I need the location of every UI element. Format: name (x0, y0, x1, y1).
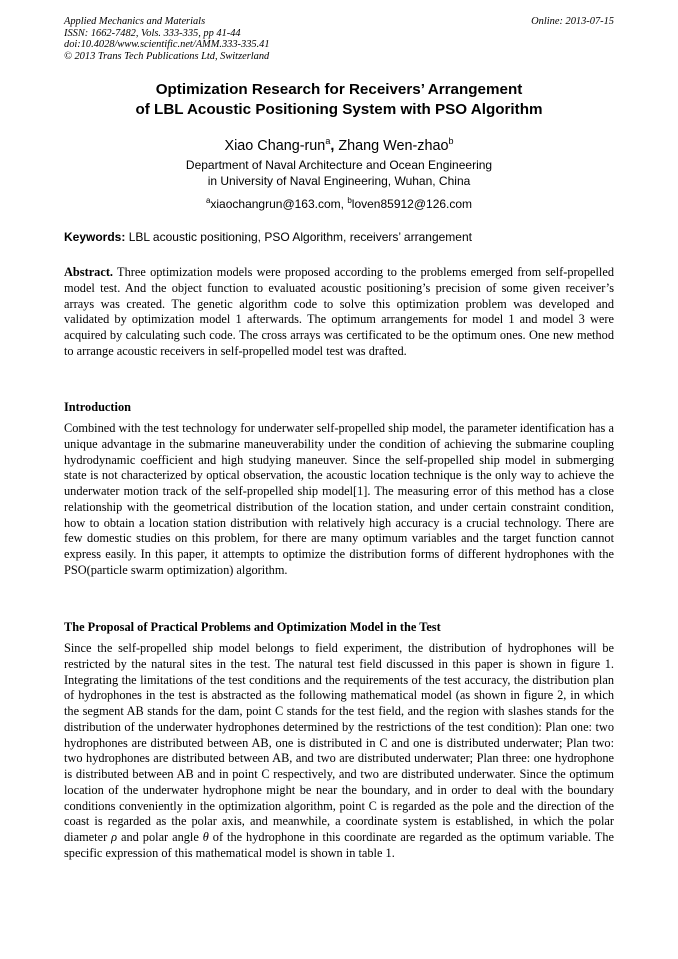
abstract-text: Three optimization models were proposed according to the problems emerged from self-propelled model test. And the object function to evaluated acoustic positioning’s precision of some given receiver’s arrays was created. The genetic algorithm code to solve this optimization problem was developed and validated by optimization model 1 afterwards. The optimum arrangements for model 1 and model 3 were acquired by calculating such code. The cross arrays was certificated to be the optimum ones. One new method to arrange acoustic receivers in self-propelled model test was drafted. (64, 265, 614, 358)
title-line-2: of LBL Acoustic Positioning System with PSO Algorithm (135, 100, 543, 118)
abstract-label: Abstract. (64, 265, 114, 279)
email-b-sup: b (347, 196, 352, 205)
affiliation-line-2: in University of Naval Engineering, Wuhan, China (207, 174, 471, 188)
email-a-sup: a (205, 196, 211, 205)
title-line-1: Optimization Research for Receivers’ Arrangement (155, 81, 523, 98)
theta-symbol: θ (202, 830, 209, 844)
introduction-heading: Introduction (64, 400, 131, 414)
author-1-sup: a (325, 136, 331, 146)
email-line (40, 193, 638, 212)
affiliation (40, 157, 638, 189)
proposal-text-1: Since the self-propelled ship model belongs to field experiment, the distribution of hydrophones will be restricted by the natural sites in the test. The natural test field discussed in this paper is shown in figure 1. Integrating the limitations of the test conditions and the requirements of the test accuracy, the distribution plan of hydrophones in the test is abstracted as the following mathematical model (as shown in figure 2, in which the segment AB stands for the dam, point C stands for the test field, and the region with slashes stands for the distribution of the underwater hydrophones determined by the restrictions of the test condition): Plan one: two hydrophones are distributed between AB, one is distributed in C and one is distributed underwater; Plan two: two hydrophones are distributed between AB, and two are distributed underwater; Plan three: one hydrophone is distributed between AB and in point C respectively, and two are distributed underwater. Since the optimum location of the underwater hydrophone might be near the boundary, and in order to deal with the boundary conditions conveniently in the optimization algorithm, point C is regarded as the pole and the direction of the coast is regarded as the polar axis, and meanwhile, a coordinate system is established, in which the polar diameter (64, 641, 614, 844)
author-1: Xiao Chang-run (224, 137, 326, 154)
proposal-text-3: of the hydrophone in this coordinate are regarded as the optimum variable. The specific expression of this mathematical model is shown in table 1. (64, 830, 614, 860)
rho-symbol: ρ (111, 830, 118, 844)
introduction-paragraph: Combined with the test technology for underwater self-propelled ship model, the parameter identification has a unique advantage in the submarine maneuverability under the condition of achieving the submarine coupling hydrodynamic coefficient and high studying maneuver. Since the self-propelled ship model in submerging state is not characterized by optical observation, the acoustic location technique is the only way to achieve the underwater motion track of the self-propelled ship model[1]. The measuring error of this method has a close relationship with the geometrical distribution of the location station, and under certain constraint condition, how to obtain a location station distribution with relatively high accuracy is a crucial technology. There are few domestic studies on this problem, for there are many optimum variables and the target function cannot express easily. In this paper, it attempts to optimize the distribution forms of different hydrophones with the PSO(particle swarm optimization) algorithm. (64, 421, 614, 577)
issn-line: ISSN: 1662-7482, Vols. 333-335, pp 41-44 (64, 27, 241, 39)
keywords-label: Keywords: (64, 230, 126, 244)
proposal-paragraph (64, 641, 614, 862)
author-2-sup: b (448, 136, 454, 146)
doi-line: doi:10.4028/www.scientific.net/AMM.333-335.41 (64, 39, 270, 50)
online-date: Online: 2013-07-15 (531, 16, 614, 27)
proposal-text-2: and polar angle (117, 830, 203, 844)
journal-name: Applied Mechanics and Materials (64, 16, 206, 27)
paper-title (40, 80, 638, 119)
author-line (40, 132, 638, 155)
copyright-line: © 2013 Trans Tech Publications Ltd, Switzerland (64, 50, 270, 62)
email-b: loven85912@126.com (351, 197, 473, 211)
email-a: xiaochangrun@163.com, (210, 197, 348, 211)
proposal-heading: The Proposal of Practical Problems and Optimization Model in the Test (64, 620, 441, 634)
affiliation-line-1: Department of Naval Architecture and Ocean Engineering (185, 158, 493, 172)
keywords (64, 229, 614, 245)
journal-header (64, 16, 614, 62)
author-separator: , (330, 137, 339, 154)
author-2: Zhang Wen-zhao (338, 137, 449, 154)
keywords-text: LBL acoustic positioning, PSO Algorithm, receivers’ arrangement (125, 230, 472, 244)
abstract (64, 265, 614, 360)
